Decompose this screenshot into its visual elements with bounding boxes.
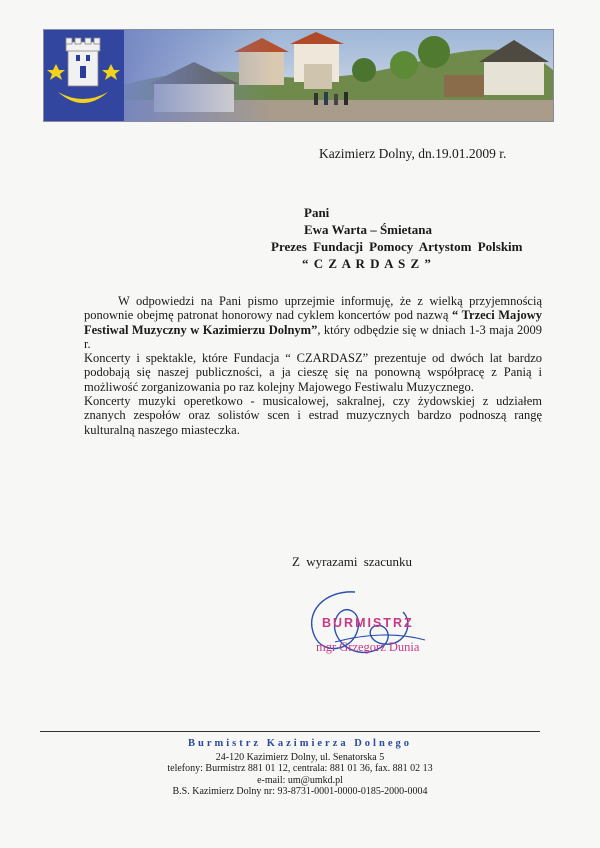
recipient-position: Prezes Fundacji Pomocy Artystom Polskim [271, 239, 523, 254]
footer-divider [40, 731, 540, 732]
footer-email: e-mail: um@umkd.pl [257, 774, 343, 786]
footer-address: 24-120 Kazimierz Dolny, ul. Senatorska 5 [215, 751, 385, 763]
stamp-title: BURMISTRZ [322, 616, 414, 630]
footer-organization: Burmistrz Kazimierza Dolnego [188, 738, 412, 749]
recipient-salutation: Pani [304, 205, 330, 220]
footer-bank-account: B.S. Kazimierz Dolny nr: 93-8731-0001-0000-0185-2000-0004 [172, 786, 428, 798]
body-paragraph-1 [84, 294, 542, 351]
body-paragraph-3: Koncerty muzyki operetkowo - musicalowej, sakralnej, czy żydowskiej z udziałem znanych zespołów oraz solistów scen i estrad muzycznych bardzo podnoszą rangę kulturalną naszego miasteczka. [84, 394, 542, 437]
place-and-date: Kazimierz Dolny, dn.19.01.2009 r. [319, 146, 507, 161]
stamp-name: mgr Grzegorz Dunia [316, 640, 420, 654]
body-paragraph-1-end: , który odbędzie się w dniach 1-3 maja 2009 r. [84, 322, 542, 351]
letterhead-banner [43, 29, 554, 122]
letterhead-image [44, 30, 553, 121]
mayor-stamp [295, 582, 465, 677]
footer-phones: telefony: Burmistrz 881 01 12, centrala: 881 01 36, fax. 881 02 13 [167, 763, 433, 775]
closing-phrase: Z wyrazami szacunku [292, 554, 413, 569]
recipient-name: Ewa Warta – Śmietana [304, 222, 432, 237]
letter-body [84, 294, 542, 437]
recipient-organization: “ C Z A R D A S Z ” [302, 256, 432, 271]
festival-name: “ Trzeci Majowy Festiwal Muzyczny w Kazimierzu Dolnym” [84, 308, 542, 337]
body-paragraph-2: Koncerty i spektakle, które Fundacja “ CZARDASZ” prezentuje od dwóch lat bardzo podobają się naszej publiczności, a ja cieszę się na ponowną współpracę z Panią i możliwość zorganizowania po raz kolejny Majowego Festiwalu Muzycznego. [84, 351, 542, 394]
recipient-block [0, 204, 523, 272]
letter-footer [0, 738, 600, 798]
body-paragraph-1-text: W odpowiedzi na Pani pismo uprzejmie informuję, że z wielką przyjemnością ponownie obejmę patronat honorowy nad cyklem koncertów pod nazwą [84, 294, 542, 323]
